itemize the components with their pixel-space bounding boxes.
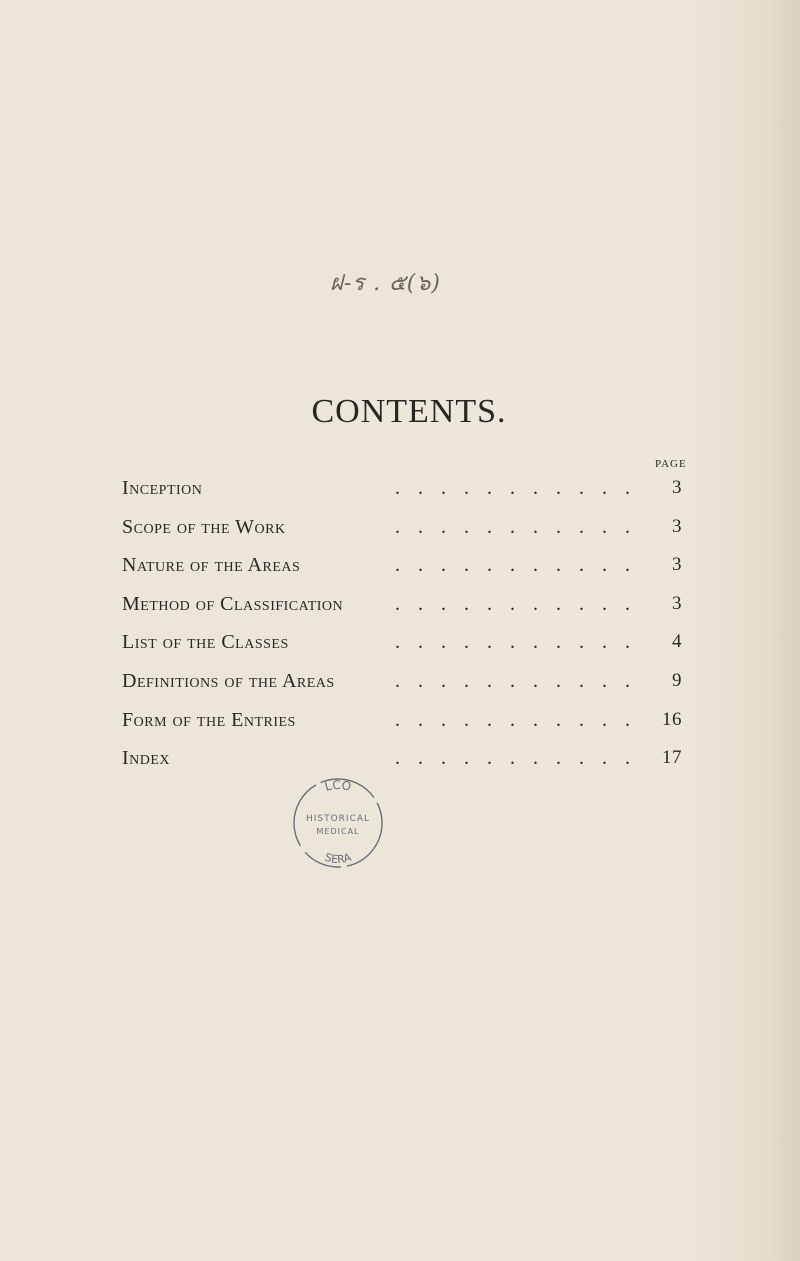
toc-leader-dots: ...........	[395, 554, 648, 577]
stamp-line1: HISTORICAL	[305, 814, 371, 824]
stamp-bottom-text: SERA	[323, 850, 353, 867]
toc-entry-inception[interactable]	[122, 477, 682, 516]
toc-entry-title: Definitions of the Areas	[122, 669, 335, 692]
toc-entry-scope[interactable]	[122, 516, 682, 555]
toc-leader-dots: ...........	[395, 669, 648, 692]
toc-leader-dots: ...........	[395, 592, 648, 615]
toc-entry-page: 3	[672, 477, 682, 498]
toc-entry-title: List of the Classes	[122, 631, 289, 654]
toc-entry-page: 3	[672, 554, 682, 576]
handwritten-shelfmark	[330, 265, 441, 300]
table-of-contents	[122, 477, 682, 786]
toc-entry-title: Nature of the Areas	[122, 554, 301, 577]
toc-entry-nature[interactable]	[122, 554, 682, 593]
toc-entry-page: 4	[672, 631, 682, 653]
toc-entry-page: 9	[672, 669, 682, 691]
toc-entry-index[interactable]	[122, 747, 682, 786]
toc-entry-title: Inception	[122, 477, 203, 499]
toc-entry-list-classes[interactable]	[122, 631, 682, 670]
stamp-top-text: LCO	[323, 777, 353, 794]
toc-leader-dots: ...........	[395, 708, 648, 731]
toc-entry-page: 16	[662, 708, 682, 730]
toc-entry-title: Method of Classification	[122, 592, 344, 615]
page-column-header: PAGE	[655, 458, 687, 470]
handwritten-text: ฝ-ร . ๕(๖)	[330, 271, 441, 296]
library-stamp	[290, 775, 386, 871]
toc-leader-dots: ...........	[395, 747, 648, 770]
toc-entry-page: 3	[672, 515, 682, 537]
toc-leader-dots: ...........	[395, 515, 648, 538]
page-title: CONTENTS.	[311, 393, 507, 430]
toc-entry-method[interactable]	[122, 593, 682, 632]
stamp-line2: MEDICAL	[316, 827, 360, 836]
toc-entry-page: 3	[672, 592, 682, 614]
toc-entry-page: 17	[662, 747, 682, 769]
toc-entry-form[interactable]	[122, 709, 682, 748]
toc-entry-title: Index	[122, 747, 171, 770]
toc-entry-definitions[interactable]	[122, 670, 682, 709]
toc-entry-title: Scope of the Work	[122, 515, 286, 538]
toc-leader-dots: ...........	[395, 477, 648, 499]
toc-entry-title: Form of the Entries	[122, 708, 296, 731]
toc-leader-dots: ...........	[395, 631, 648, 654]
